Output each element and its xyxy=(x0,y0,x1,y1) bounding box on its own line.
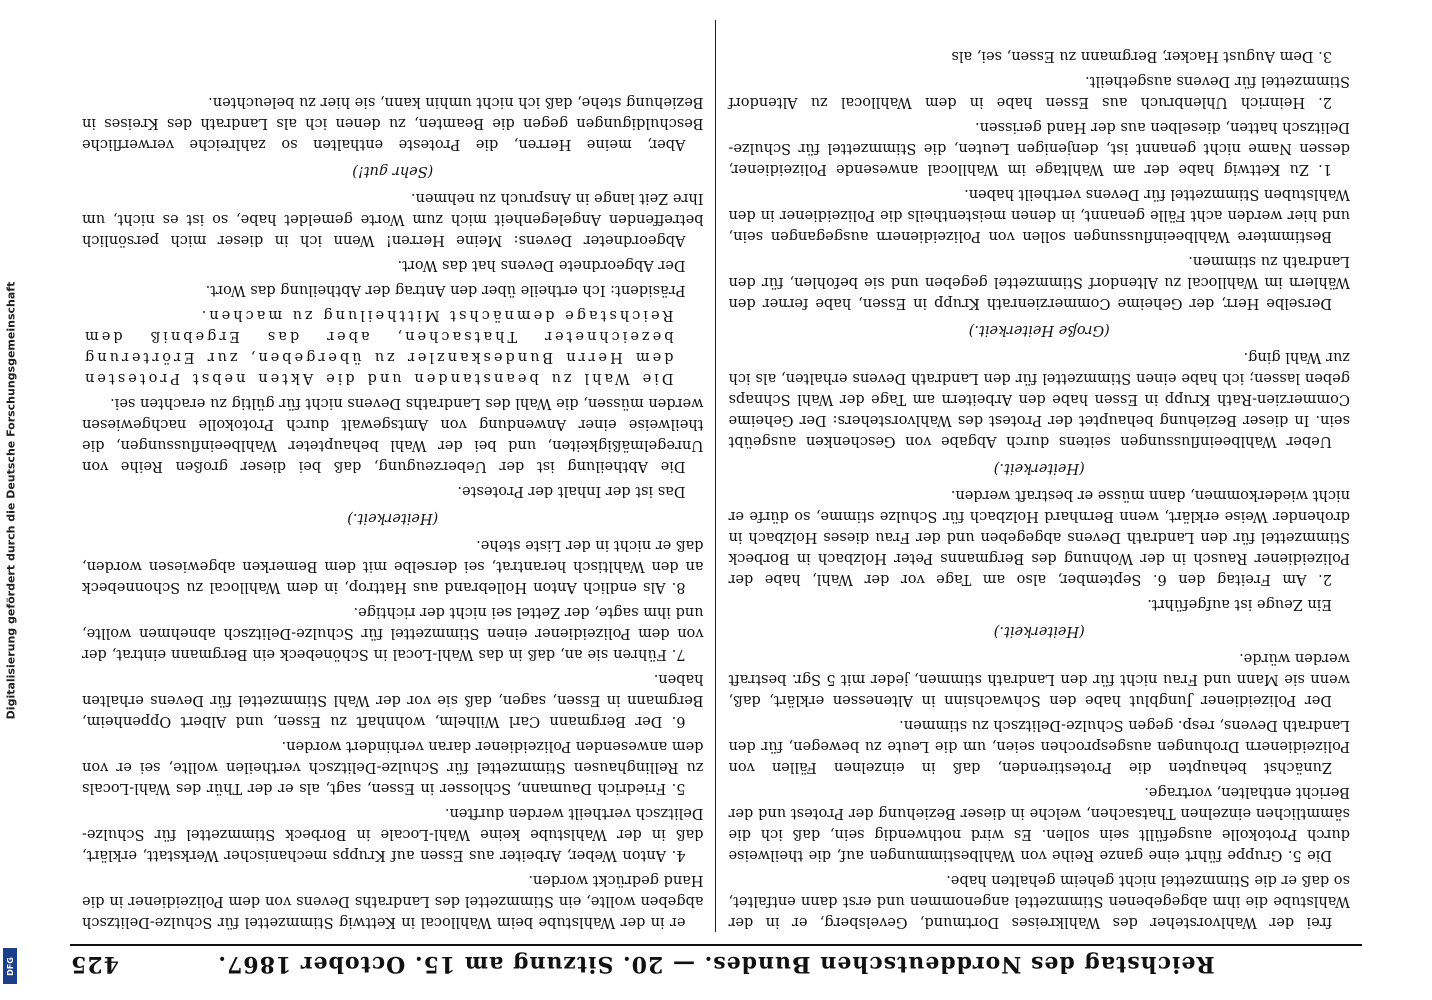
paragraph: 2. Am Freitag den 6. September, also am Tage vor der Wahl, habe der Polizeidiener Rausch in der Wohnung des Bergmanns Peter Holzbach in Borbeck Stimmzettel für den Landrath Devens abgegeben und der Frau dieses Holzbach in drohender Weise erklärt, wenn Bernhard Holzbach für Schulze stimme, so dürfe er nicht wiederkommen, dann müsse er bestraft werden. xyxy=(728,487,1350,587)
paragraph: Die 5. Gruppe führt eine ganze Reihe von Wahlbestimmungen auf, die theilweise durch Protokolle ausgefüllt sein sollen. Es wird nothwendig sein, daß ich die sämmtlichen einzelnen Thatsachen, welche in dieser Beziehung der Protest und der Bericht enthalten, vortrage. xyxy=(728,784,1350,863)
digitization-note: Digitalisierung gefördert durch die Deutsche Forschungsgemeinschaft xyxy=(4,281,18,719)
paragraph: Derselbe Herr, der Geheime Commerzienrath Krupp in Essen, habe ferner den Wählern im Wahllocal zu Altendorf Stimmzettel gegeben und sie befohlen, für den Landrath zu stimmen. xyxy=(728,253,1350,311)
paragraph: Die Abtheilung ist der Ueberzeugung, daß bei dieser großen Reihe von Unregelmäßigkeiten, und bei der Wahl behaupteter Wahlbeeinflussungen, die theilweise einer Anwendung von Amtsgewalt durch Protokolle nachgewiesen werden müssen, die Wahl des Landraths Devens nicht für gültig zu erachten sei. xyxy=(82,395,704,474)
paragraph: 4. Anton Weber, Arbeiter aus Essen auf Krupps mechanischer Werkstatt, erklärt, daß in der Wahlstube keine Wahl-Locale in Borbeck Stimmzettel für Schulze-Delitzsch vertheilt werden durften. xyxy=(82,805,704,863)
paragraph: 6. Der Bergmann Carl Wilhelm, wohnhaft zu Essen, und Albert Oppenheim, Bergmann in Essen, sagen, daß sie vor der Wahl Stimmzettel für Devens erhalten haben. xyxy=(82,671,704,729)
interjection: (Heiterkeit.) xyxy=(993,623,1085,639)
page-header xyxy=(70,944,1362,982)
column-divider xyxy=(716,20,717,932)
paragraph: Präsident: Ich ertheile über den Antrag der Abtheilung das Wort. xyxy=(205,282,686,298)
paragraph: Der Polizeidiener Jungblut habe den Schwachsinn in Altenessen erklärt, daß, wenn sie Mann und Frau nicht für den Landrath stimmen, jeder mit 5 Sgr. bestraft werden würde. xyxy=(728,650,1350,708)
paragraph: Zunächst behaupten die Protestirenden, daß in einzelnen Fällen von Polizeidienern Drohungen ausgesprochen seien, um die Leute zu bewegen, für den Landrath Devens, resp. gegen Schulze-Delitzsch zu stimmen. xyxy=(728,717,1350,775)
paragraph: Abgeordneter Devens: Meine Herren! Wenn ich in dieser mich persönlich betreffenden Angelegenheit mich zum Worte gemeldet habe, so ist es nicht, um Ihre Zeit lange in Anspruch zu nehmen. xyxy=(82,190,704,248)
paragraph: Das ist der Inhalt der Proteste. xyxy=(457,483,686,499)
dfg-logo: DFG xyxy=(3,948,17,984)
interjection: (Große Heiterkeit.) xyxy=(968,322,1110,338)
paragraph: 2. Heinrich Uhlenbruch aus Essen habe in dem Wahllocal zu Altendorf Stimmzettel für Devens ausgetheilt. xyxy=(728,73,1350,110)
paragraph: er in der Wahlstube beim Wahllocal in Kettwig Stimmzettel für Schulze-Delitzsch abgeben wollte, ein Stimmzettel des Landraths Devens von dem Polizeidiener in die Hand gedrückt worden. xyxy=(82,872,704,930)
paragraph: Aber, meine Herren, die Proteste enthalten so zahlreiche verwerfliche Beschuldigungen gegen die Beamten, zu denen ich als Landrath des Kreises in Beziehung stehe, daß ich nicht umhin kann, sie hier zu beleuchten. xyxy=(82,94,704,152)
paragraph: 5. Friedrich Daumann, Schlosser in Essen, sagt, als er der Thür des Wahl-Locals zu Rellinghausen Stimmzettel für Schulze-Delitzsch vertheilen wollte, sei er von dem anwesenden Polizeidiener daran verhindert worden. xyxy=(82,738,704,796)
text-columns xyxy=(70,20,1362,932)
paragraph: Die Wahl zu beanstanden und die Akten nebst Protesten dem Herrn Bundeskanzler zu übergeben, zur Erörterung bezeichneter Thatsachen, aber das Ergebniß dem Reichstage demnächst Mittheilung zu machen. xyxy=(82,307,674,386)
paragraph: Ein Zeuge ist aufgeführt. xyxy=(1147,596,1332,612)
page-number: 425 xyxy=(70,951,119,977)
interjection: (Sehr gut!) xyxy=(352,163,434,179)
left-column xyxy=(717,20,1363,932)
paragraph: 7. Führen sie an, daß in das Wahl-Local in Schönebeck ein Bergmann eintrat, der von dem Polizeidiener einen Stimmzettel für Schulze-Delitzsch abnehmen wollte, und ihm sagte, der Zettel sei nicht der richtige. xyxy=(82,604,704,662)
paragraph: Ueber Wahlbeeinflussungen seitens durch Abgabe von Geschenken ausgeübt sein. In dieser Beziehung behauptet der Protest des Wahlvorstehers: Der Geheime Commerzien-Rath Krupp in Essen habe den Arbeitern am Tage der Wahl Schnaps geben lassen; ich habe einen Stimmzettel für den Landrath Devens erhalten, als ich zur Wahl ging. xyxy=(728,349,1350,449)
interjection: (Heiterkeit.) xyxy=(347,510,439,526)
paragraph: Der Abgeordnete Devens hat das Wort. xyxy=(397,257,686,273)
paragraph: Bestimmtere Wahlbeeinflussungen sollen von Polizeidienern ausgegangen sein, und hier werden acht Fälle genannt, in denen meistentheils die Polizeidiener in den Wahlstuben Stimmzettel für Devens vertheilt haben. xyxy=(728,186,1350,244)
paragraph: 1. Zu Kettwig habe der am Wahltage im Wahllocal anwesende Polizeidiener, dessen Name nicht genannt ist, denjenigen Leuten, die Stimmzettel für Schulze-Delitzsch hatten, dieselben aus der Hand gerissen. xyxy=(728,119,1350,177)
paragraph: 8. Als endlich Anton Hollebrand aus Hattrop, in dem Wahllocal zu Schonnebeck an den Wahltisch herantrat, sei derselbe mit dem Bemerken abgewiesen worden, daß er nicht in der Liste stehe. xyxy=(82,537,704,595)
paragraph: frei der Wahlvorsteher des Wahlkreises Dortmund, Gevelsberg, er in der Wahlstube die ihm abgegebenen Stimmzettel angenommen und erst dann entfaltet, so daß er die Stimmzettel nicht geheim gehalten habe. xyxy=(728,872,1350,930)
right-column xyxy=(70,20,716,932)
interjection: (Heiterkeit.) xyxy=(993,460,1085,476)
page-title: Reichstag des Norddeutschen Bundes. — 20. Sitzung am 15. October 1867. xyxy=(217,951,1215,977)
paragraph: 3. Dem August Hacker, Bergmann zu Essen, sei, als xyxy=(951,48,1332,64)
